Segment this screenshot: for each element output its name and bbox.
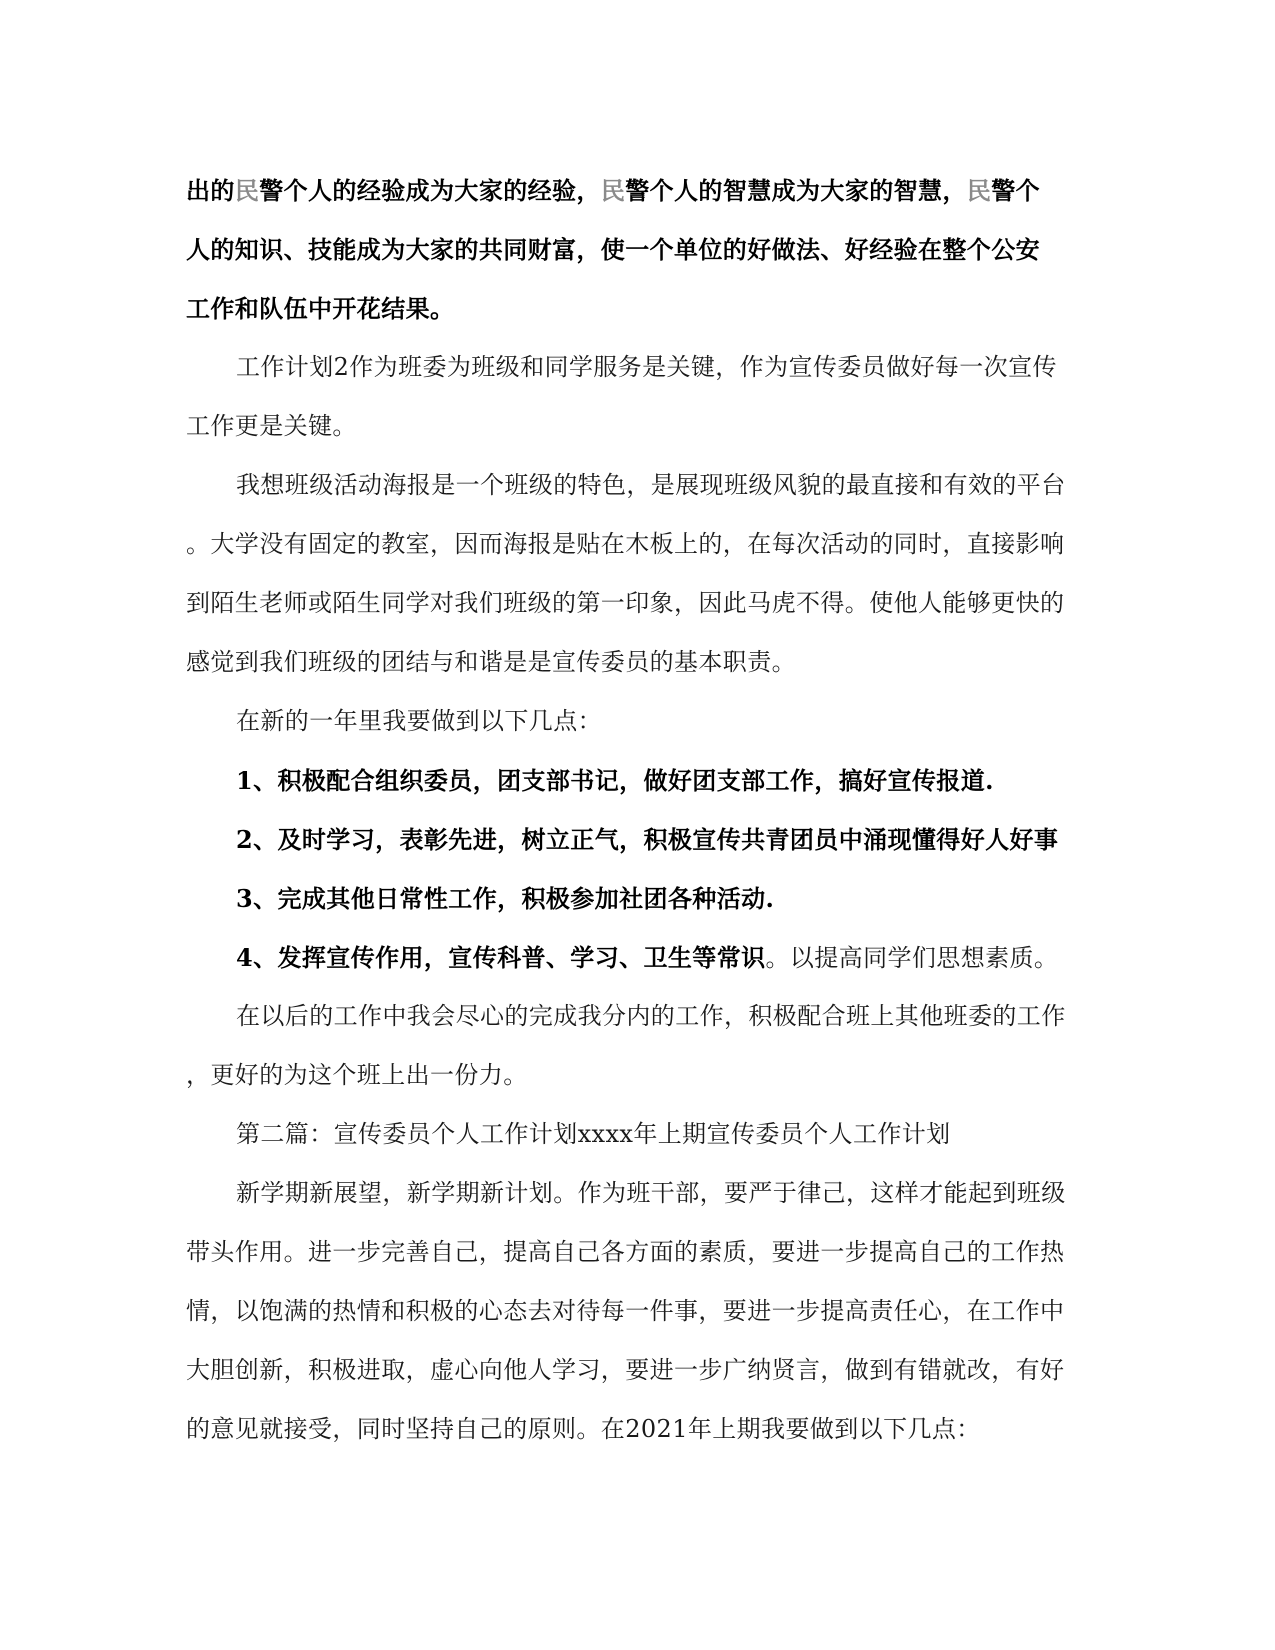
text-line: 感觉到我们班级的团结与和谐是是宣传委员的基本职责。 [186,648,796,676]
text-span: 警个人的智慧成为大家的智慧， [625,176,967,205]
text-line: 到陌生老师或陌生同学对我们班级的第一印象，因此马虎不得。使他人能够更快的 [186,589,1065,617]
text-line: 新学期新展望，新学期新计划。作为班干部，要严于律己，这样才能起到班级 [236,1179,1066,1207]
text-line: 工作计划2作为班委为班级和同学服务是关键，作为宣传委员做好每一次宣传 [236,353,1057,381]
text-span: 4、发挥宣传作用，宣传科普、学习、卫生等常识 [236,943,766,972]
list-item [186,928,1086,987]
text-line: 。大学没有固定的教室，因而海报是贴在木板上的，在每次活动的同时，直接影响 [186,530,1065,558]
text-span: 。以提高同学们思想素质。 [765,944,1059,972]
text-line: 大胆创新，积极进取，虚心向他人学习，要进一步广纳贤言，做到有错就改，有好 [186,1356,1065,1384]
text-span: 民 [966,176,992,205]
text-line: 我想班级活动海报是一个班级的特色，是展现班级风貌的最直接和有效的平台 [236,471,1066,499]
text-line [186,279,1086,338]
section-heading: 第二篇：宣传委员个人工作计划xxxx年上期宣传委员个人工作计划 [236,1120,951,1148]
list-item: 3、完成其他日常性工作，积极参加社团各种活动. [236,884,775,913]
text-span: 警个 [991,176,1041,205]
text-line: 在新的一年里我要做到以下几点： [236,707,602,735]
document-page [186,161,1086,1459]
text-line: 的意见就接受，同时坚持自己的原则。在2021年上期我要做到以下几点： [186,1415,981,1443]
list-item: 2、及时学习，表彰先进，树立正气，积极宣传共青团员中涌现懂得好人好事 [236,825,1059,854]
text-span: 警个人的经验成为大家的经验， [259,176,601,205]
text-span: 民 [600,176,626,205]
text-line [186,161,1086,220]
text-span: 出的 [186,176,235,205]
text-span: 工作和队伍中开花结果。 [186,294,455,323]
text-span: 民 [234,176,260,205]
text-line: 情，以饱满的热情和积极的心态去对待每一件事，要进一步提高责任心，在工作中 [186,1297,1065,1325]
text-line: ，更好的为这个班上出一份力。 [186,1061,528,1089]
text-line: 工作更是关键。 [186,412,357,440]
list-item: 1、积极配合组织委员，团支部书记，做好团支部工作，搞好宣传报道. [236,766,994,795]
text-line: 人的知识、技能成为大家的共同财富，使一个单位的好做法、好经验在整个公安 [186,235,1040,264]
text-line: 在以后的工作中我会尽心的完成我分内的工作，积极配合班上其他班委的工作 [236,1002,1066,1030]
text-line: 带头作用。进一步完善自己，提高自己各方面的素质，要进一步提高自己的工作热 [186,1238,1065,1266]
